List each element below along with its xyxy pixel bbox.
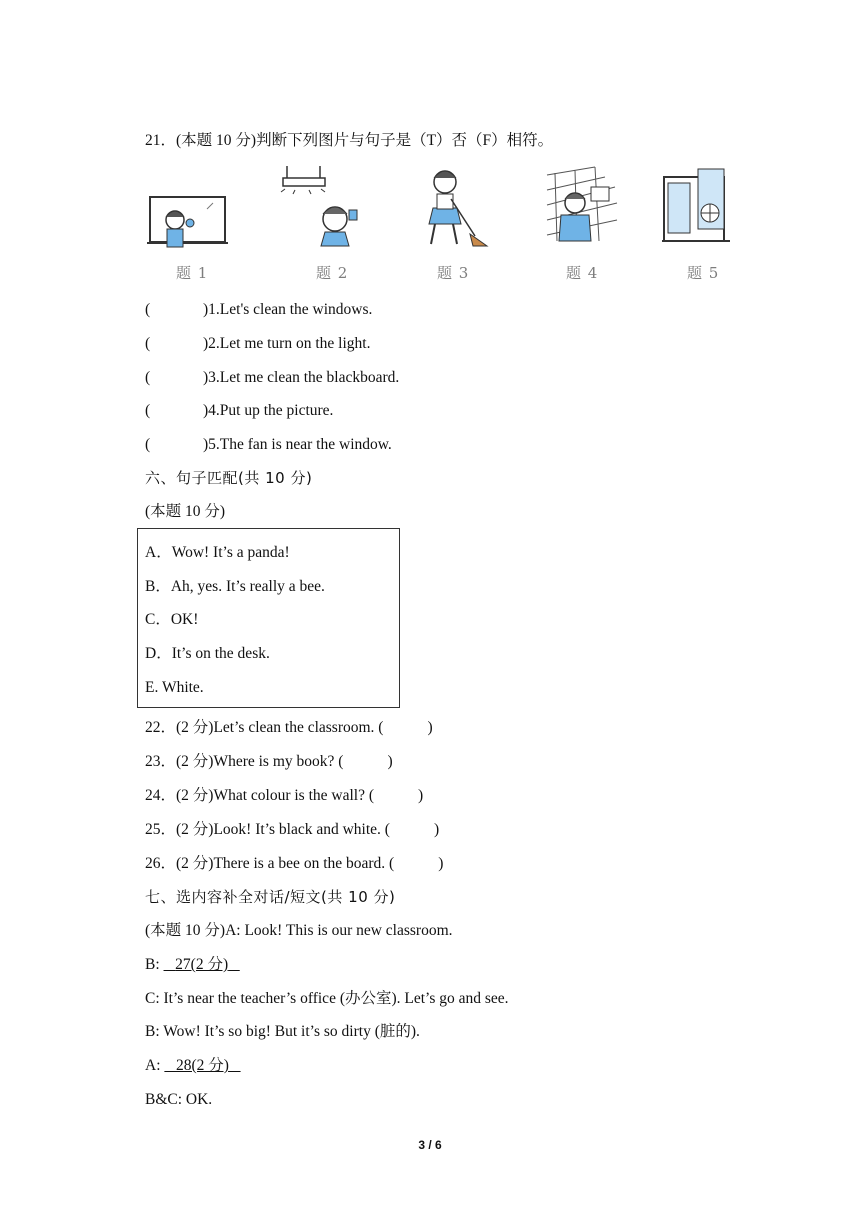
answer-blank-27[interactable]: 27(2 分) (175, 956, 229, 973)
match-option: B．Ah, yes. It’s really a bee. (145, 578, 325, 595)
answer-paren[interactable]: ( (145, 436, 151, 453)
match-question: 24．(2 分)What colour is the wall? ( ) (145, 787, 424, 804)
dialogue-line: C: It’s near the teacher’s office (办公室). Let’s go and see. (145, 990, 509, 1007)
dialogue-line: B: 27(2 分) (145, 955, 240, 975)
page-number: 3 / 6 (418, 1138, 442, 1152)
match-option: C．OK! (145, 611, 199, 628)
answer-paren[interactable]: ( (145, 369, 151, 386)
match-question: 23．(2 分)Where is my book? ( ) (145, 753, 393, 770)
answer-blank-28[interactable]: 28(2 分) (176, 1057, 229, 1074)
sweeping-picture (415, 164, 495, 249)
picture-on-wall (545, 165, 620, 245)
light-picture (275, 164, 365, 249)
match-option: D．It’s on the desk. (145, 645, 270, 662)
tf-item: ( )2.Let me turn on the light. (145, 335, 371, 352)
blackboard-picture (145, 165, 230, 250)
section-6-heading: 六、句子匹配(共 10 分) (145, 469, 313, 487)
tf-item: ( )3.Let me clean the blackboard. (145, 369, 400, 386)
match-question: 22．(2 分)Let’s clean the classroom. ( ) (145, 719, 433, 736)
answer-paren[interactable]: ( (145, 402, 151, 419)
answer-paren[interactable]: ( (145, 335, 151, 352)
answer-paren[interactable]: ( (145, 301, 151, 318)
picture-caption: 题 5 (687, 264, 720, 282)
section-7-heading: 七、选内容补全对话/短文(共 10 分) (145, 888, 396, 906)
match-question: 26．(2 分)There is a bee on the board. ( ) (145, 855, 444, 872)
picture-caption: 题 4 (566, 264, 599, 282)
dialogue-line: B: Wow! It’s so big! But it’s so dirty (脏的). (145, 1023, 420, 1040)
section-6-score: (本题 10 分) (145, 503, 226, 520)
window-fan-picture (660, 165, 735, 245)
match-option: E. White. (145, 679, 204, 696)
tf-item: ( )1.Let's clean the windows. (145, 301, 373, 318)
picture-caption: 题 3 (437, 264, 470, 282)
picture-caption: 题 2 (316, 264, 349, 282)
dialogue-line: (本题 10 分)A: Look! This is our new classroom. (145, 922, 453, 939)
match-question: 25．(2 分)Look! It’s black and white. ( ) (145, 821, 440, 838)
tf-item: ( )4.Put up the picture. (145, 402, 334, 419)
dialogue-line: B&C: OK. (145, 1091, 213, 1108)
match-option: A．Wow! It’s a panda! (145, 544, 290, 561)
picture-caption: 题 1 (176, 264, 209, 282)
dialogue-line: A: 28(2 分) (145, 1056, 241, 1076)
tf-item: ( )5.The fan is near the window. (145, 436, 392, 453)
question-21-title: 21．(本题 10 分)判断下列图片与句子是（T）否（F）相符。 (145, 132, 554, 149)
